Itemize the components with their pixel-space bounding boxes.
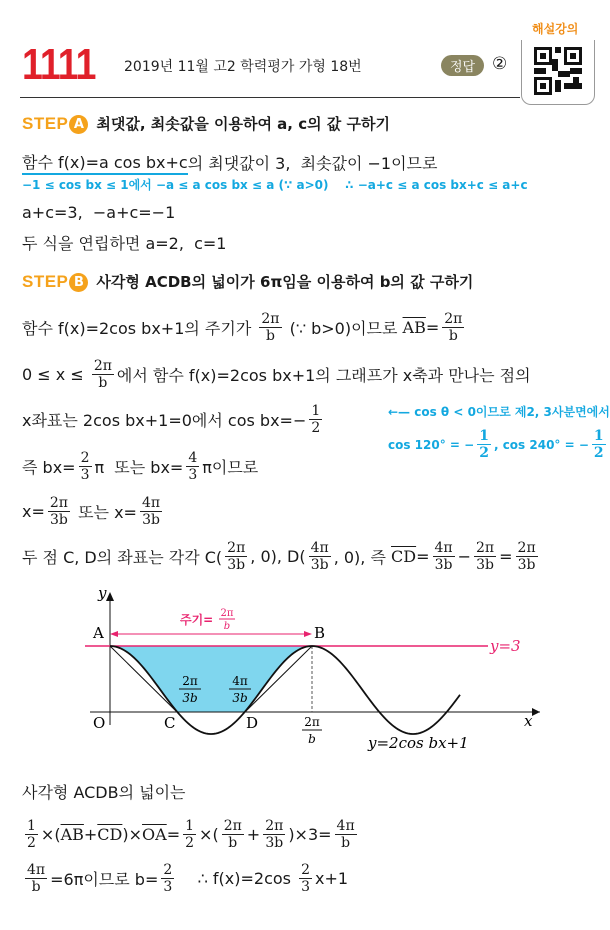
step-title: 최댓값, 최솟값을 이용하여 a, c의 값 구하기: [96, 115, 390, 133]
text-segment: x+1: [315, 869, 349, 889]
fraction: [433, 540, 455, 573]
denominator: b: [228, 835, 238, 852]
text-segment: , cos 240° = −: [493, 437, 589, 452]
text-segment: =: [425, 318, 440, 338]
b-tick-denominator: b: [308, 732, 316, 746]
text-segment: ∴ f(x)=2cos: [177, 869, 297, 889]
denominator: 2: [593, 445, 604, 462]
fraction: [299, 862, 312, 895]
segment-notation: $\overline{OA}$: [142, 825, 167, 845]
text-segment: 또는 x=: [72, 503, 137, 523]
denominator: 2: [27, 835, 36, 852]
denominator: 3b: [434, 557, 453, 574]
text-segment: x좌표는 2cos bx+1=0에서 cos bx=−: [22, 411, 307, 431]
numerator: 2π: [261, 311, 280, 327]
text-segment: 0 ≤ x ≤: [22, 365, 89, 385]
denominator: 3: [80, 467, 90, 484]
x-axis-label: x: [524, 712, 533, 730]
text-segment: =6π이므로 b=: [50, 870, 159, 890]
fraction: [259, 311, 281, 344]
point-c-label: C: [164, 714, 176, 732]
segment-notation: $\overline{CD}$: [97, 825, 123, 845]
text-segment: 두 점 C, D의 좌표는 각각 C(: [22, 548, 223, 568]
denominator: 3: [188, 467, 198, 484]
numerator: 2π: [93, 358, 112, 374]
quadrilateral-area-fill: [110, 646, 312, 712]
numerator: 2π: [223, 818, 242, 834]
d-tick-denominator: 3b: [232, 691, 248, 705]
text-segment: a+c=3, −a+c=−1: [22, 203, 176, 222]
solution-line: [22, 403, 325, 436]
text-segment: =: [166, 825, 181, 845]
denominator: 3b: [49, 512, 68, 529]
denominator: 3b: [227, 557, 246, 574]
solution-line: [22, 450, 258, 483]
fraction: [309, 403, 322, 436]
period-label: 주기=: [180, 613, 214, 627]
fraction: [592, 428, 606, 461]
period-numerator: 2π: [220, 608, 234, 619]
numerator: 4π: [336, 818, 355, 834]
numerator: 1: [27, 818, 36, 834]
d-tick-numerator: 4π: [232, 674, 248, 688]
step-tag: STEP: [22, 114, 69, 133]
text-segment: x=: [22, 502, 45, 522]
qr-code-icon: [534, 46, 582, 96]
solution-line: [22, 540, 541, 573]
text-segment: ×(: [40, 825, 61, 845]
denominator: b: [448, 328, 458, 345]
text-segment: 함수 f(x)=2cos bx+1의 주기가: [22, 319, 257, 339]
numerator: 1: [185, 818, 195, 834]
numerator: 4π: [434, 540, 453, 556]
solution-line: [22, 150, 437, 175]
fraction: [140, 495, 162, 528]
numerator: 1: [593, 428, 604, 444]
x-axis-arrow: [532, 708, 540, 716]
denominator: 3b: [476, 557, 494, 574]
numerator: 2π: [227, 540, 246, 556]
fraction: [48, 495, 70, 528]
step-a-heading: [22, 113, 390, 134]
numerator: 4π: [310, 540, 329, 556]
denominator: 3b: [265, 835, 284, 852]
y-axis-arrow: [106, 592, 114, 601]
step-title: 사각형 ACDB의 넓이가 6π임을 이용하여 b의 값 구하기: [96, 273, 474, 291]
side-note-line: [388, 403, 610, 420]
text-segment: π이므로: [202, 458, 259, 478]
c-tick-denominator: 3b: [182, 691, 198, 705]
step-b-heading: [22, 271, 473, 292]
fraction: [474, 540, 496, 573]
fraction: [225, 540, 247, 573]
fraction: [516, 540, 538, 573]
denominator: 3b: [310, 557, 329, 574]
fraction: [92, 358, 114, 391]
point-d-label: D: [246, 714, 259, 732]
side-note-line: [388, 428, 609, 461]
text-segment: 사각형 ACDB의 넓이는: [22, 783, 186, 802]
answer-badge: 정답: [441, 55, 484, 76]
fraction: [309, 540, 331, 573]
text-segment: , 0), D(: [250, 547, 306, 567]
denominator: 3b: [517, 557, 536, 574]
step-letter-badge: B: [69, 273, 88, 292]
solution-line: [22, 495, 165, 528]
solution-line: [22, 358, 531, 391]
numerator: 2π: [265, 818, 284, 834]
text-segment: 의 최댓값이 3, 최솟값이 −1이므로: [187, 154, 438, 173]
numerator: 1: [479, 428, 489, 444]
numerator: 2π: [444, 311, 463, 327]
qr-code[interactable]: [521, 40, 595, 105]
text-segment: +: [83, 825, 98, 845]
text-segment: 에서 함수 f(x)=2cos bx+1의 그래프가 x축과 만나는 점의: [116, 366, 531, 386]
origin-label: O: [93, 714, 106, 732]
text-segment: +: [246, 825, 261, 845]
text-segment: =: [416, 547, 430, 567]
fraction: [25, 862, 47, 895]
numerator: 4: [188, 450, 198, 466]
point-a-label: A: [93, 624, 104, 642]
numerator: 1: [311, 403, 321, 419]
text-segment: ←— cos θ < 0이므로 제2, 3사분면에서: [388, 405, 610, 419]
numerator: 2π: [517, 540, 536, 556]
fraction: [222, 818, 244, 851]
denominator: b: [341, 835, 351, 852]
fraction: [335, 818, 357, 851]
period-denominator: b: [223, 621, 231, 632]
point-b-label: B: [314, 624, 326, 642]
text-segment: ×(: [199, 825, 219, 845]
numerator: 2π: [476, 540, 495, 556]
segment-notation: $\overline{AB}$: [60, 825, 84, 845]
text-segment: )×3=: [288, 825, 332, 845]
side-note-line: [22, 176, 528, 193]
fraction: [263, 818, 285, 851]
fraction: [477, 428, 491, 461]
text-segment: , 0), 즉: [333, 548, 392, 568]
problem-source: 2019년 11월 고2 학력평가 가형 18번: [124, 59, 362, 75]
fraction: [79, 450, 92, 483]
denominator: 2: [479, 445, 489, 462]
fraction: [186, 450, 199, 483]
text-segment: 두 식을 연립하면 a=2, c=1: [22, 234, 227, 253]
denominator: 2: [311, 420, 321, 437]
problem-number: 1111: [22, 40, 96, 89]
numerator: 4π: [141, 495, 161, 511]
solution-line: [22, 231, 226, 254]
fraction: [442, 311, 464, 344]
text-segment: )×: [122, 825, 143, 845]
step-tag: STEP: [22, 272, 69, 291]
numerator: 2: [80, 450, 90, 466]
denominator: 2: [185, 835, 195, 852]
lecture-label: 해설강의: [532, 22, 579, 36]
solution-line: [22, 780, 186, 803]
solution-line: [22, 818, 360, 851]
c-tick-numerator: 2π: [182, 674, 198, 688]
numerator: 2: [163, 862, 173, 878]
fraction: [25, 818, 38, 851]
cosine-graph: [0, 580, 610, 780]
denominator: b: [98, 375, 108, 392]
denominator: 3: [163, 879, 173, 896]
numerator: 2π: [49, 495, 68, 511]
denominator: 3b: [142, 512, 160, 529]
fraction: [183, 818, 196, 851]
text-segment: −: [457, 547, 472, 567]
text-segment: 함수 f(x)=a cos bx+c: [22, 150, 188, 175]
line-y-3-label: y=3: [490, 637, 521, 655]
denominator: b: [265, 328, 275, 345]
numerator: 4π: [27, 862, 46, 878]
fraction: [161, 862, 174, 895]
text-segment: =: [499, 547, 513, 567]
text-segment: −1 ≤ cos bx ≤ 1에서 −a ≤ a cos bx ≤ a (∵ a>0) ∴ −a+c ≤ a cos bx+c ≤ a+c: [22, 178, 528, 192]
denominator: b: [31, 879, 41, 896]
step-letter-badge: A: [69, 115, 88, 134]
curve-label: y=2cos bx+1: [368, 734, 469, 752]
numerator: 2: [301, 862, 310, 878]
text-segment: 즉 bx=: [22, 458, 76, 478]
segment-notation: $\overline{AB}$: [402, 318, 426, 338]
text-segment: π 또는 bx=: [94, 458, 184, 478]
text-segment: cos 120° = −: [388, 437, 475, 452]
solution-line: [22, 862, 348, 895]
segment-notation: $\overline{CD}$: [391, 547, 417, 567]
b-tick-numerator: 2π: [304, 715, 320, 729]
text-segment: (∵ b>0)이므로: [284, 319, 403, 339]
y-axis-label: y: [98, 584, 107, 602]
answer-value: ②: [492, 54, 508, 74]
denominator: 3: [301, 879, 310, 896]
solution-line: [22, 311, 467, 344]
solution-line: [22, 203, 175, 222]
header-divider: [20, 97, 520, 98]
